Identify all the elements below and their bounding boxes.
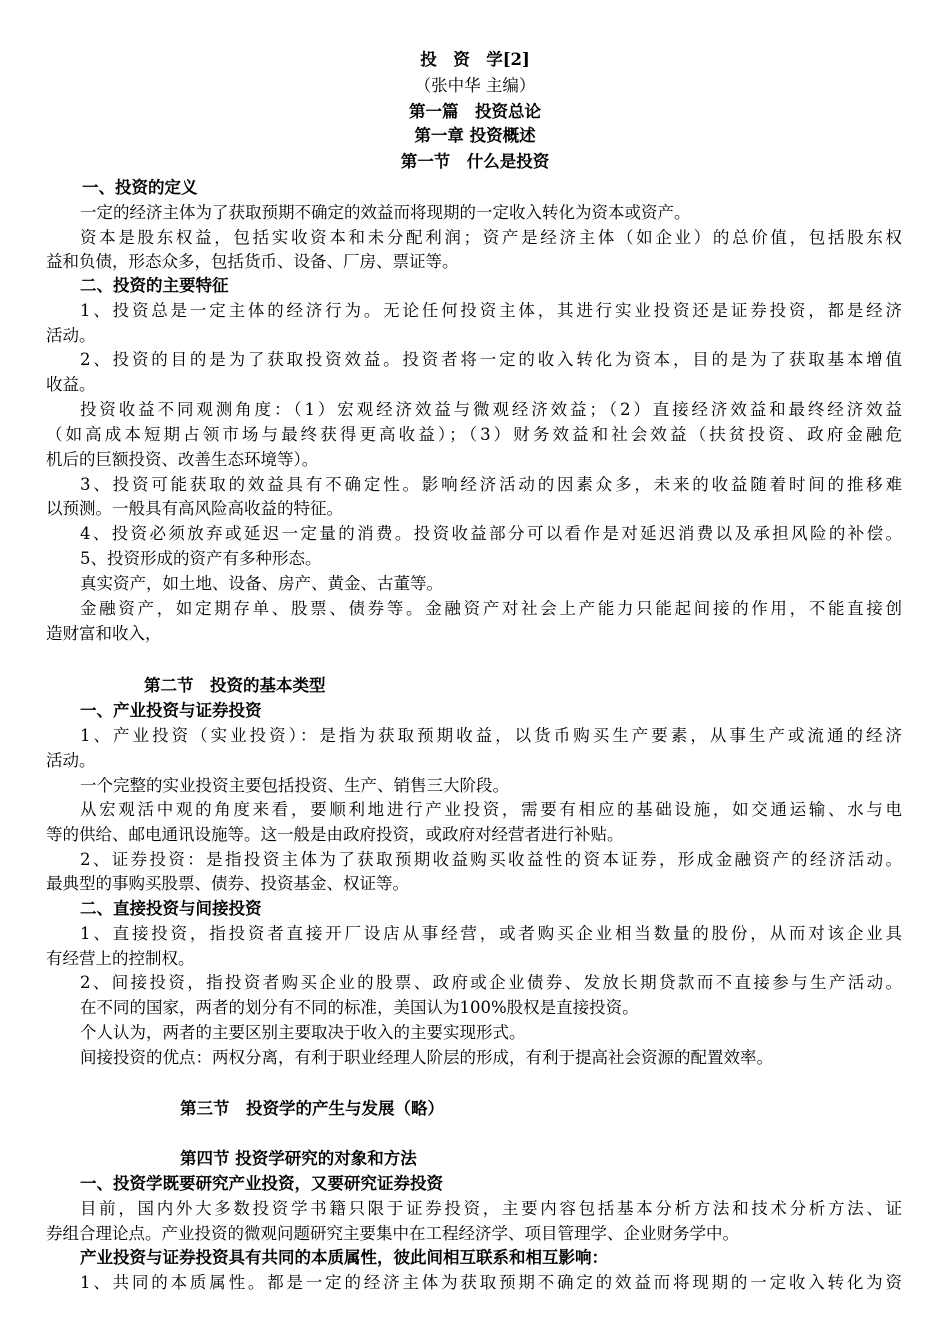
- doc-editor: （张中华 主编）: [414, 76, 536, 95]
- subheading: 一、投资的定义: [82, 178, 198, 197]
- paragraph-line: 在不同的国家，两者的划分有不同的标准，美国认为100%股权是直接投资。: [80, 998, 639, 1017]
- paragraph-line: 最典型的事购买股票、债券、投资基金、权证等。: [46, 874, 409, 893]
- paragraph-line: 间接投资的优点：两权分离，有利于职业经理人阶层的形成，有利于提高社会资源的配置效率。: [80, 1048, 773, 1067]
- paragraph-line: 投资收益不同观测角度：（1）宏观经济效益与微观经济效益；（2）直接经济效益和最终经济效益: [80, 400, 902, 419]
- paragraph-line: 益和负债，形态众多，包括货币、设备、厂房、票证等。: [46, 252, 459, 271]
- paragraph-line: 等的供给、邮电通讯设施等。这一般是由政府投资，或政府对经营者进行补贴。: [46, 825, 624, 844]
- paragraph-line: 目前，国内外大多数投资学书籍只限于证券投资，主要内容包括基本分析方法和技术分析方法、证: [80, 1199, 902, 1218]
- section-heading-4: 第四节 投资学研究的对象和方法: [180, 1149, 417, 1168]
- doc-title: 投 资 学[2]: [420, 50, 530, 69]
- paragraph-line: 资本是股东权益，包括实收资本和未分配利润；资产是经济主体（如企业）的总价值，包括股东权: [80, 228, 902, 247]
- section-heading-2: 第二节 投资的基本类型: [144, 676, 326, 695]
- subheading: 二、投资的主要特征: [80, 276, 229, 295]
- paragraph-line: 活动。: [46, 751, 96, 770]
- paragraph-line: 以预测。一般具有高风险高收益的特征。: [46, 499, 343, 518]
- paragraph-line: 机后的巨额投资、改善生态环境等）。: [46, 450, 319, 469]
- paragraph-line: 券组合理论点。产业投资的微观问题研究主要集中在工程经济学、项目管理学、企业财务学中。: [46, 1224, 739, 1243]
- paragraph-line: 1、共同的本质属性。都是一定的经济主体为获取预期不确定的效益而将现期的一定收入转化为资: [80, 1273, 902, 1292]
- paragraph-line: 2、间接投资，指投资者购买企业的股票、政府或企业债券、发放长期贷款而不直接参与生产活动。: [80, 973, 902, 992]
- paragraph-line: 一定的经济主体为了获取预期不确定的效益而将现期的一定收入转化为资本或资产。: [80, 203, 691, 222]
- chapter-heading: 第一章 投资概述: [414, 126, 536, 145]
- section-heading-1: 第一节 什么是投资: [400, 152, 550, 171]
- subheading: 二、直接投资与间接投资: [80, 899, 262, 918]
- paragraph-line: 个人认为，两者的主要区别主要取决于收入的主要实现形式。: [80, 1023, 526, 1042]
- paragraph-line: 一个完整的实业投资主要包括投资、生产、销售三大阶段。: [80, 776, 509, 795]
- paragraph-line: 活动。: [46, 326, 96, 345]
- paragraph-line: 1、直接投资，指投资者直接开厂设店从事经营，或者购买企业相当数量的股份，从而对该企业具: [80, 924, 902, 943]
- bold-paragraph: 产业投资与证券投资具有共同的本质属性，彼此间相互联系和相互影响：: [80, 1248, 608, 1267]
- paragraph-line: 收益。: [46, 375, 96, 394]
- paragraph-line: 有经营上的控制权。: [46, 949, 195, 968]
- paragraph-line: 从宏观活中观的角度来看，要顺利地进行产业投资，需要有相应的基础设施，如交通运输、水与电: [80, 800, 902, 819]
- paragraph-line: 2、证券投资：是指投资主体为了获取预期收益购买收益性的资本证券，形成金融资产的经济活动。: [80, 850, 902, 869]
- paragraph-line: 金融资产，如定期存单、股票、债券等。金融资产对社会上产能力只能起间接的作用，不能直接创: [80, 599, 902, 618]
- paragraph-line: 5、投资形成的资产有多种形态。: [80, 549, 322, 568]
- part-heading: 第一篇 投资总论: [409, 102, 541, 121]
- subheading: 一、产业投资与证券投资: [80, 701, 262, 720]
- subheading: 一、投资学既要研究产业投资，又要研究证券投资: [80, 1174, 443, 1193]
- paragraph-line: 1、投资总是一定主体的经济行为。无论任何投资主体，其进行实业投资还是证券投资，都是经济: [80, 301, 902, 320]
- paragraph-line: 2、投资的目的是为了获取投资效益。投资者将一定的收入转化为资本，目的是为了获取基本增值: [80, 350, 902, 369]
- paragraph-line: 1、产业投资（实业投资）：是指为获取预期收益，以货币购买生产要素，从事生产或流通的经济: [80, 726, 902, 745]
- paragraph-line: 4、投资必须放弃或延迟一定量的消费。投资收益部分可以看作是对延迟消费以及承担风险的补偿。: [80, 524, 902, 543]
- paragraph-line: 造财富和收入，: [46, 624, 162, 643]
- paragraph-line: 真实资产，如土地、设备、房产、黄金、古董等。: [80, 574, 443, 593]
- paragraph-line: 3、投资可能获取的效益具有不确定性。影响经济活动的因素众多，未来的收益随着时间的推移难: [80, 475, 902, 494]
- paragraph-line: （如高成本短期占领市场与最终获得更高收益）；（3）财务效益和社会效益（扶贫投资、政府金融危: [46, 425, 902, 444]
- section-heading-3: 第三节 投资学的产生与发展（略）: [180, 1099, 444, 1118]
